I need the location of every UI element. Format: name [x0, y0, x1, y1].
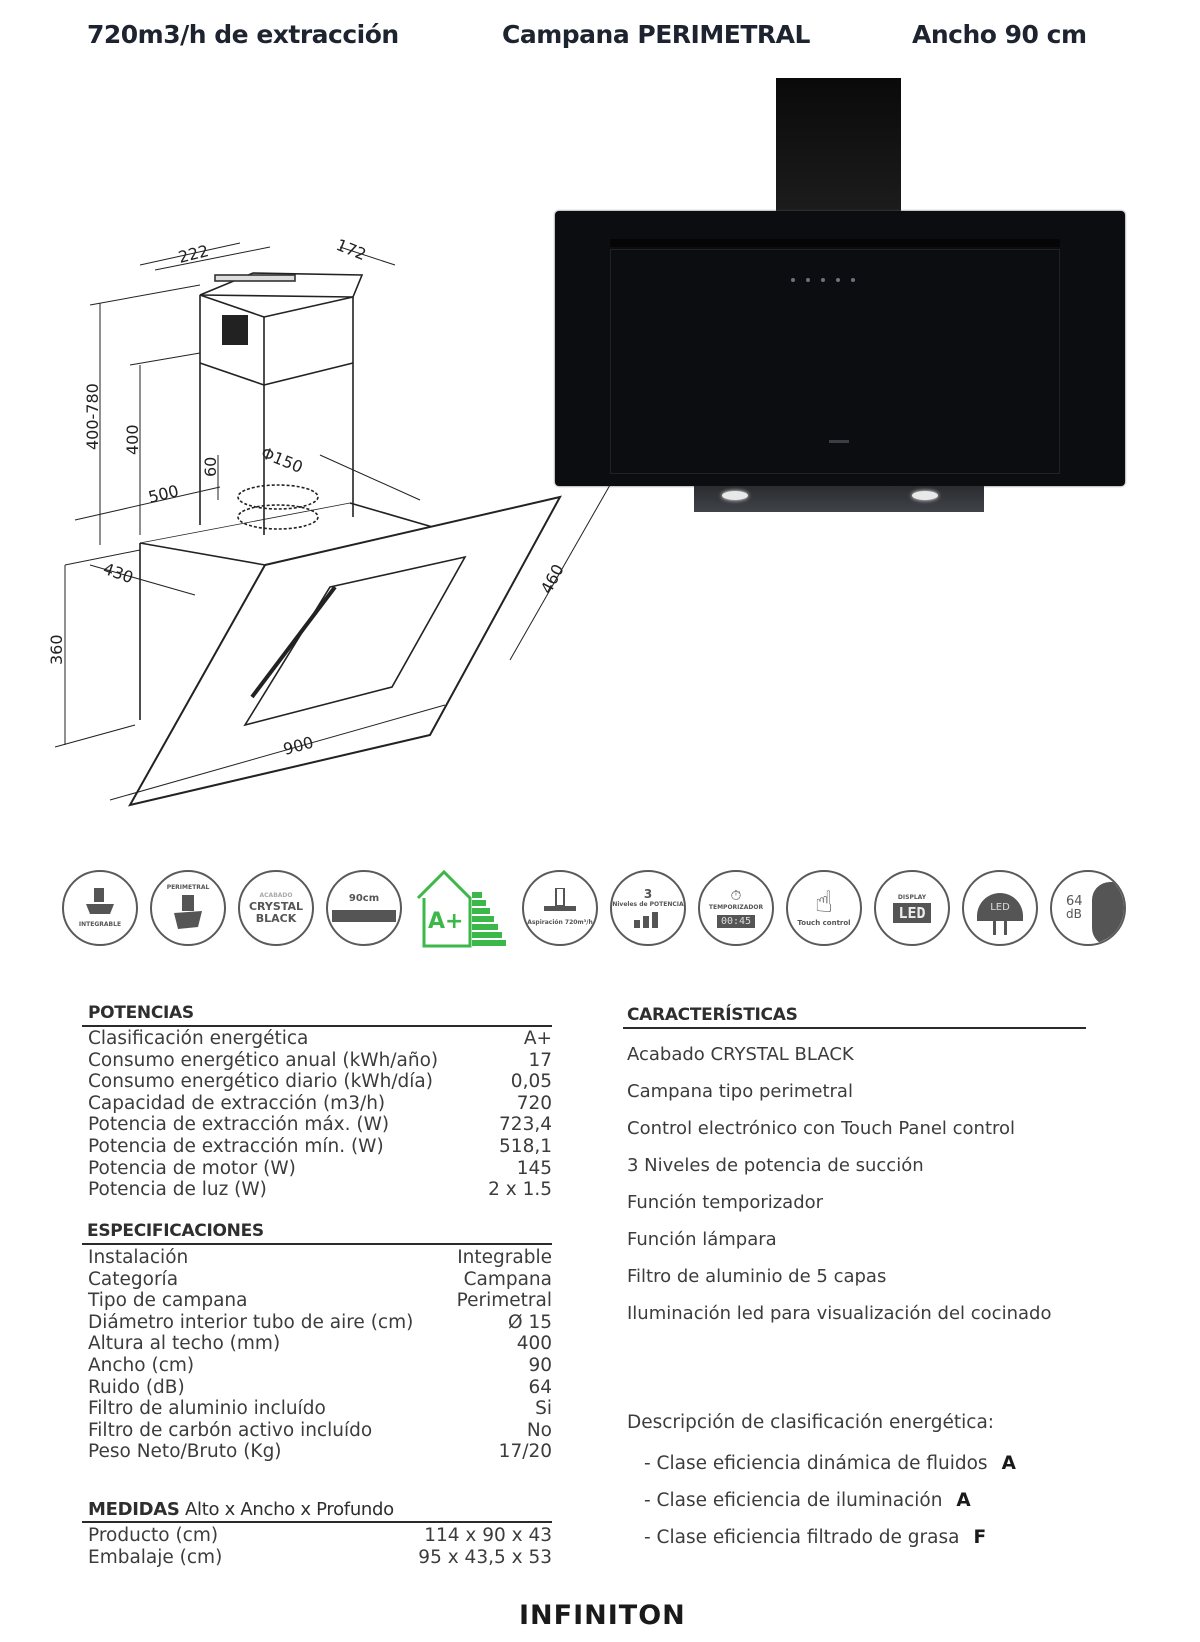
perimetral-icon: PERIMETRAL — [150, 870, 226, 946]
table-row: Altura al techo (mm) 400 — [88, 1333, 552, 1355]
list-item: Campana tipo perimetral — [627, 1081, 853, 1102]
dim-depth-top: 500 — [146, 481, 181, 507]
noise-level-icon: 64 dB — [1050, 870, 1126, 946]
width-90cm-icon: 90cm — [326, 870, 402, 946]
svg-text:A+: A+ — [428, 909, 464, 934]
control-button-icon[interactable] — [851, 278, 855, 282]
medidas-title: MEDIDAS Alto x Ancho x Profundo — [88, 1499, 394, 1520]
grade-badge: A — [956, 1490, 971, 1511]
control-button-icon[interactable] — [791, 278, 795, 282]
table-row: Potencia de extracción máx. (W) 723,4 — [88, 1114, 552, 1136]
divider — [82, 1025, 552, 1027]
list-item: - Clase eficiencia filtrado de grasa F — [644, 1527, 987, 1548]
table-row: Potencia de extracción mín. (W) 518,1 — [88, 1135, 552, 1157]
dim-duct-offset: 60 — [201, 456, 220, 477]
logo-plate — [829, 440, 849, 443]
table-row: Ruido (dB) 64 — [88, 1376, 552, 1398]
led-light-icon — [912, 491, 938, 500]
table-row: Consumo energético anual (kWh/año) 17 — [88, 1049, 552, 1071]
potencias-table — [88, 1028, 552, 1201]
dim-chimney-depth: 172 — [333, 235, 369, 265]
power-levels-icon: 3 Niveles de POTENCIA — [610, 870, 686, 946]
control-button-icon[interactable] — [821, 278, 825, 282]
dim-depth-bottom: 430 — [100, 558, 136, 588]
table-row: Instalación Integrable — [88, 1247, 552, 1268]
glass-panel — [555, 211, 1125, 486]
table-row: Clasificación energética A+ — [88, 1028, 552, 1049]
table-row: Capacidad de extracción (m3/h) 720 — [88, 1092, 552, 1114]
hood-base — [694, 486, 984, 512]
dim-chimney-lower: 400 — [123, 424, 142, 455]
divider — [623, 1027, 1086, 1029]
chimney-cover — [776, 78, 901, 213]
extraction-icon: Aspiración 720m³/h — [522, 870, 598, 946]
dim-glass-depth: 460 — [536, 560, 568, 597]
medidas-table — [88, 1525, 552, 1568]
list-item: Función temporizador — [627, 1192, 824, 1213]
dim-height-range: 400-780 — [83, 383, 102, 450]
brand-logo: INFINITON — [519, 1600, 686, 1631]
energy-class-icon — [414, 866, 506, 950]
table-row: Ancho (cm) 90 — [88, 1354, 552, 1376]
divider — [82, 1243, 552, 1245]
caracteristicas-title: CARACTERÍSTICAS — [627, 1005, 798, 1025]
table-row: Diámetro interior tubo de aire (cm) Ø 15 — [88, 1311, 552, 1333]
table-row: Potencia de motor (W) 145 — [88, 1157, 552, 1179]
integrable-icon: INTEGRABLE — [62, 870, 138, 946]
control-button-icon[interactable] — [806, 278, 810, 282]
energy-description-title: Descripción de clasificación energética: — [627, 1412, 995, 1433]
table-row: Tipo de campana Perimetral — [88, 1290, 552, 1312]
list-item: 3 Niveles de potencia de succión — [627, 1155, 924, 1176]
table-row: Potencia de luz (W) 2 x 1.5 — [88, 1179, 552, 1201]
list-item: - Clase eficiencia de iluminación A — [644, 1490, 971, 1511]
dim-duct-diameter: Φ150 — [258, 443, 306, 477]
list-item: Acabado CRYSTAL BLACK — [627, 1044, 854, 1065]
potencias-title: POTENCIAS — [88, 1003, 194, 1023]
list-item: Función lámpara — [627, 1229, 777, 1250]
dim-width: 900 — [281, 732, 316, 759]
feature-icons-row — [62, 870, 1142, 950]
timer-icon: ⏱ TEMPORIZADOR 00:45 — [698, 870, 774, 946]
touch-control-panel[interactable] — [791, 278, 855, 282]
divider — [82, 1521, 552, 1523]
list-item: - Clase eficiencia dinámica de fluidos A — [644, 1453, 1016, 1474]
table-row: Filtro de aluminio incluído Si — [88, 1398, 552, 1420]
dim-body-height: 360 — [47, 634, 66, 665]
header-extraction: 720m3/h de extracción — [87, 20, 399, 49]
especificaciones-title: ESPECIFICACIONES — [87, 1221, 264, 1241]
list-item: Control electrónico con Touch Panel control — [627, 1118, 1016, 1139]
table-row: Categoría Campana — [88, 1268, 552, 1290]
list-item: Filtro de aluminio de 5 capas — [627, 1266, 887, 1287]
list-item: Iluminación led para visualización del cocinado — [627, 1303, 1052, 1324]
crystal-black-icon: ACABADO CRYSTAL BLACK — [238, 870, 314, 946]
product-photo — [555, 78, 1135, 518]
control-button-icon[interactable] — [836, 278, 840, 282]
table-row: Filtro de carbón activo incluído No — [88, 1419, 552, 1441]
table-row: Producto (cm) 114 x 90 x 43 — [88, 1525, 552, 1546]
dim-chimney-width: 222 — [176, 241, 211, 267]
led-display-icon: DISPLAY LED — [874, 870, 950, 946]
led-light-icon — [722, 491, 748, 500]
grade-badge: A — [1001, 1453, 1016, 1474]
especificaciones-table — [88, 1247, 552, 1463]
table-row: Consumo energético diario (kWh/día) 0,05 — [88, 1071, 552, 1093]
led-light-icon: LED — [962, 870, 1038, 946]
header-bar — [0, 20, 1200, 60]
energy-description — [627, 1408, 1016, 1556]
caracteristicas-list — [627, 1040, 1127, 1336]
header-hood-type: Campana PERIMETRAL — [502, 20, 810, 49]
grade-badge: F — [973, 1527, 987, 1548]
touch-control-icon: ☝ Touch control — [786, 870, 862, 946]
table-row: Embalaje (cm) 95 x 43,5 x 53 — [88, 1546, 552, 1568]
table-row: Peso Neto/Bruto (Kg) 17/20 — [88, 1441, 552, 1463]
header-width: Ancho 90 cm — [912, 20, 1087, 49]
